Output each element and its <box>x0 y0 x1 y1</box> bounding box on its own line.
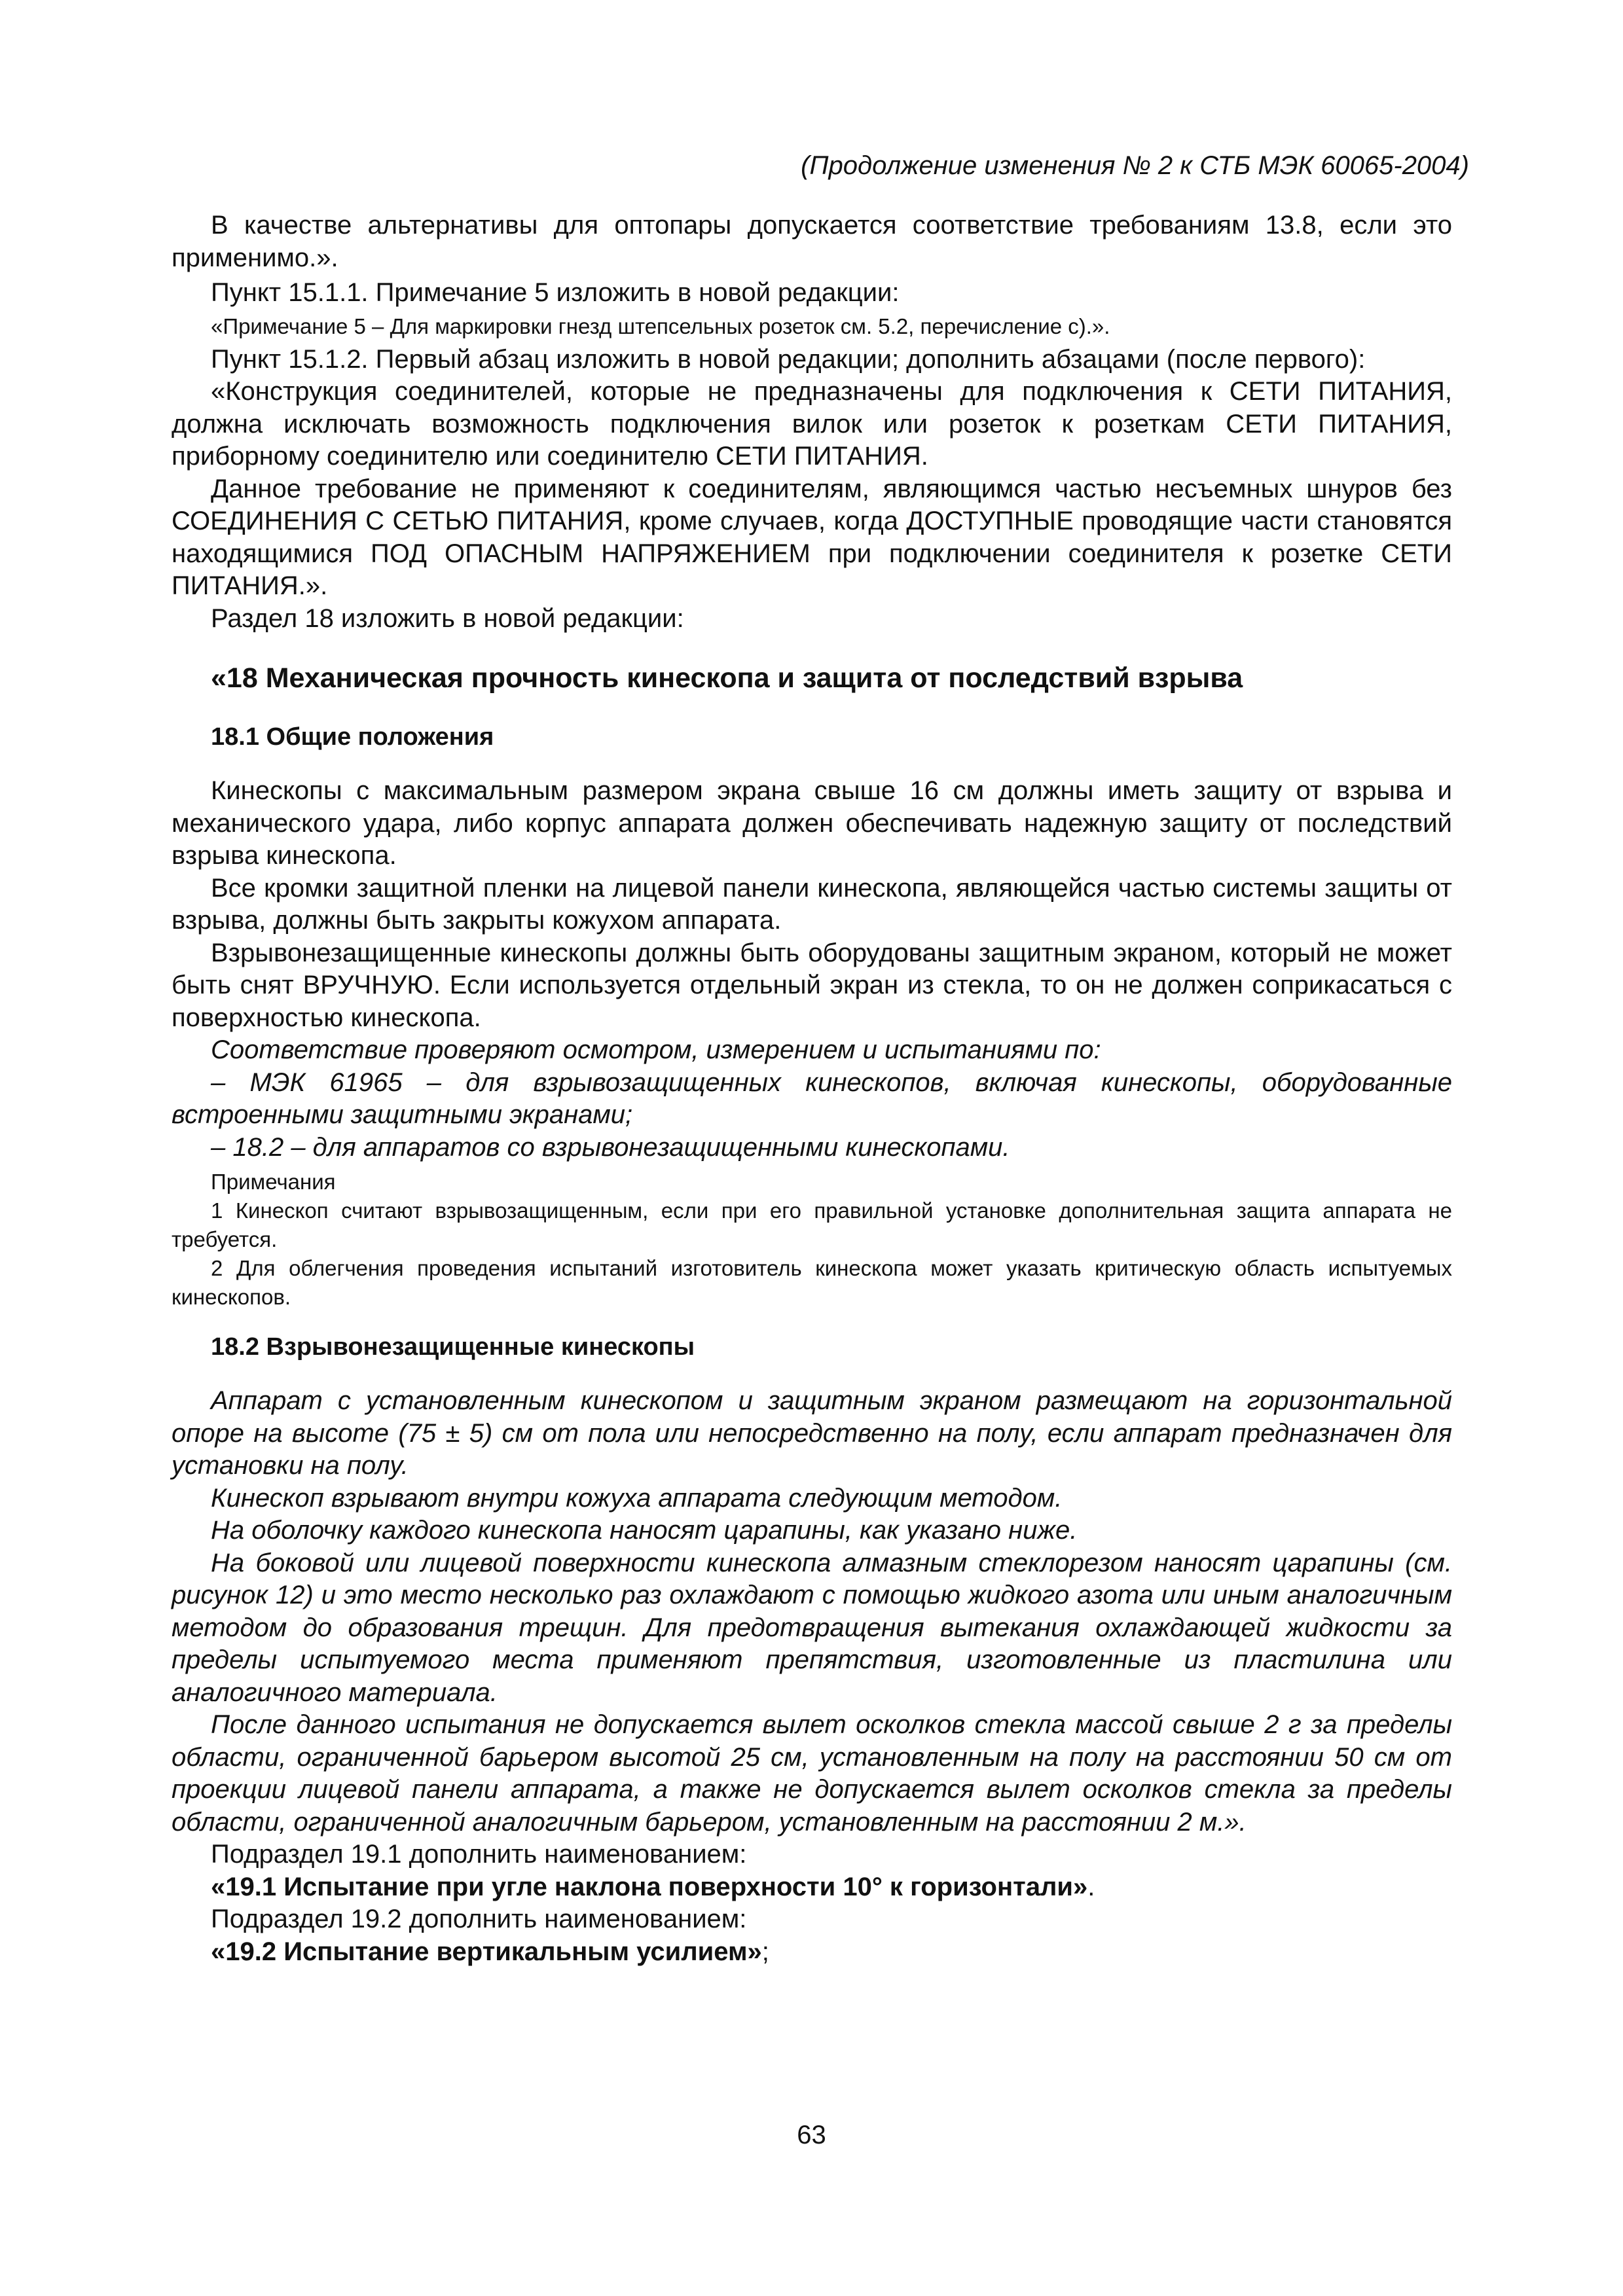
paragraph: Взрывонезащищенные кинескопы должны быть оборудованы защитным экраном, который не может быть снят ВРУЧНУЮ. Если используется отдельный экран из стекла, то он не должен соприкасаться с поверхностью кинескопа. <box>172 938 1452 1032</box>
title-text: «19.2 Испытание вертикальным усилием» <box>211 1937 762 1966</box>
paragraph: Данное требование не применяют к соединителям, являющимся частью несъемных шнуров без СОЕДИНЕНИЯ С СЕТЬЮ ПИТАНИЯ, кроме случаев, когда ДОСТУПНЫЕ проводящие части становятся находящимися ПОД ОПАСНЫМ НАПРЯЖЕНИЕМ при подключении соединителя к розетке СЕТИ ПИТАНИЯ.». <box>172 474 1452 600</box>
paragraph: Соответствие проверяют осмотром, измерением и испытаниями по: <box>211 1035 1101 1064</box>
paragraph: Раздел 18 изложить в новой редакции: <box>211 603 684 633</box>
paragraph: – 18.2 – для аппаратов со взрывонезащищенными кинескопами. <box>211 1132 1010 1162</box>
page-number: 63 <box>797 2121 826 2149</box>
punctuation: . <box>1087 1872 1095 1901</box>
paragraph: В качестве альтернативы для оптопары допускается соответствие требованиям 13.8, если это применимо.». <box>172 211 1452 272</box>
title-text: «19.1 Испытание при угле наклона поверхности 10° к горизонтали» <box>211 1872 1088 1901</box>
paragraph: Кинескопы с максимальным размером экрана свыше 16 см должны иметь защиту от взрыва и механического удара, либо корпус аппарата должен обеспечивать надежную защиту от последствий взрыва кинескопа. <box>172 776 1452 870</box>
paragraph: – МЭК 61965 – для взрывозащищенных кинескопов, включая кинескопы, оборудованные встроенными защитными экранами; <box>172 1067 1452 1129</box>
notes-heading: Примечания <box>211 1170 336 1194</box>
note: 1 Кинескоп считают взрывозащищенным, если при его правильной установке дополнительная защита аппарата не требуется. <box>172 1198 1452 1251</box>
section-heading: «18 Механическая прочность кинескопа и защита от последствий взрыва <box>211 662 1243 694</box>
paragraph: Кинескоп взрывают внутри кожуха аппарата следующим методом. <box>211 1483 1063 1513</box>
paragraph: На оболочку каждого кинескопа наносят царапины, как указано ниже. <box>211 1516 1078 1545</box>
body-text <box>172 209 1452 1968</box>
paragraph: Подраздел 19.1 дополнить наименованием: <box>211 1840 747 1869</box>
paragraph: Аппарат с установленным кинескопом и защитным экраном размещают на горизонтальной опоре на высоте (75 ± 5) см от пола или непосредственно на полу, если аппарат предназначен для установки на полу. <box>172 1386 1452 1480</box>
paragraph <box>172 1936 1452 1969</box>
paragraph: Все кромки защитной пленки на лицевой панели кинескопа, являющейся частью системы защиты от взрыва, должны быть закрыты кожухом аппарата. <box>172 873 1452 935</box>
paragraph: Пункт 15.1.1. Примечание 5 изложить в новой редакции: <box>211 278 900 307</box>
paragraph: После данного испытания не допускается вылет осколков стекла массой свыше 2 г за пределы области, ограниченной барьером высотой 25 см, установленным на полу на расстоянии 50 см от проекции лицевой панели аппарата, а также не допускается вылет осколков стекла за пределы области, ограниченной аналогичным барьером, установленным на расстоянии 2 м.». <box>172 1710 1452 1837</box>
paragraph: Подраздел 19.2 дополнить наименованием: <box>211 1905 747 1933</box>
paragraph-note: «Примечание 5 – Для маркировки гнезд штепсельных розеток см. 5.2, перечисление с).». <box>211 314 1110 338</box>
note: 2 Для облегчения проведения испытаний изготовитель кинескопа может указать критическую область испытуемых кинескопов. <box>172 1256 1452 1309</box>
paragraph: На боковой или лицевой поверхности кинескопа алмазным стеклорезом наносят царапины (см. рисунок 12) и это место несколько раз охлаждают с помощью жидкого азота или иным аналогичным методом до образования трещин. Для предотвращения вытекания охлаждающей жидкости за пределы испытуемого места применяют препятствия, изготовленные из пластилина или аналогичного материала. <box>172 1548 1452 1707</box>
paragraph <box>172 1871 1452 1904</box>
paragraph: Пункт 15.1.2. Первый абзац изложить в новой редакции; дополнить абзацами (после первого): <box>211 344 1366 374</box>
subsection-heading: 18.1 Общие положения <box>211 723 494 751</box>
subsection-heading: 18.2 Взрывонезащищенные кинескопы <box>211 1333 695 1361</box>
running-header: (Продолжение изменения № 2 к СТБ МЭК 60065-2004) <box>801 151 1469 180</box>
paragraph: «Конструкция соединителей, которые не предназначены для подключения к СЕТИ ПИТАНИЯ, должна исключать возможность подключения вилок или розеток к розеткам СЕТИ ПИТАНИЯ, приборному соединителю или соединителю СЕТИ ПИТАНИЯ. <box>172 377 1452 471</box>
punctuation: ; <box>761 1937 769 1966</box>
